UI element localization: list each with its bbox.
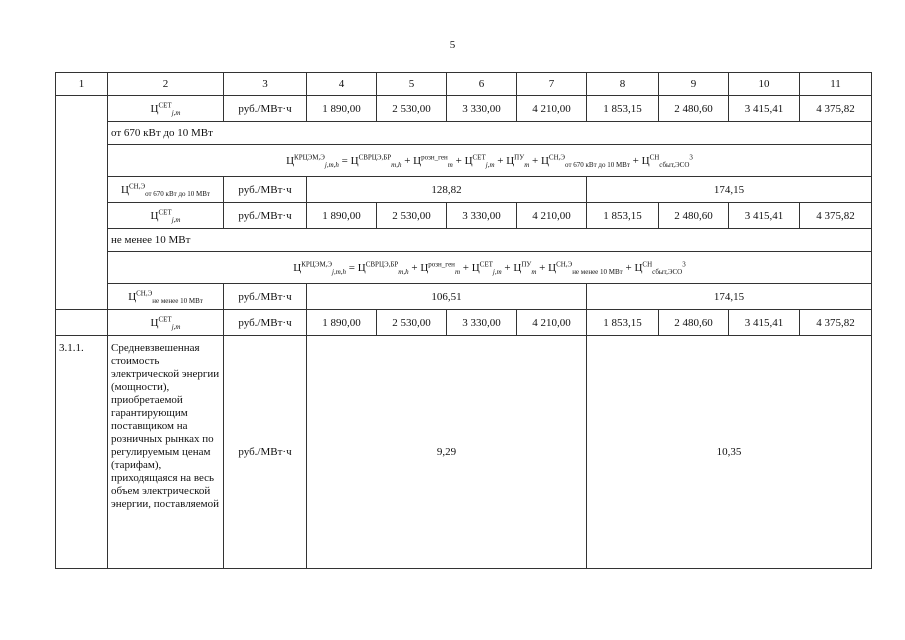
header-cell: 1	[56, 73, 108, 96]
tariff-table	[55, 72, 872, 569]
symbol-cell: $Ц^{СЕТ}_{j,m}$	[108, 310, 224, 336]
section-row	[56, 122, 872, 145]
header-cell: 8	[587, 73, 659, 96]
value-cell: 2 480,60	[659, 96, 729, 122]
table-row	[56, 203, 872, 229]
value-cell: 1 853,15	[587, 310, 659, 336]
unit-cell: руб./МВт·ч	[224, 284, 307, 310]
header-cell: 5	[377, 73, 447, 96]
header-cell: 3	[224, 73, 307, 96]
formula-670: $Ц^{КРЦЭМ,Э}_{j,m,h} = Ц^{СВРЦЭ,БР}_{m,h} + Ц^{розн\_ген}_m + Ц^{СЕТ}_{j,m} + Ц^{ПУ}_m + Ц^{СН,Э}_{от 670 кВт до 10 МВт} + Ц^{СН}_{сбыт,ЭСО}^3$	[108, 145, 872, 177]
table-row	[56, 284, 872, 310]
header-cell: 10	[729, 73, 800, 96]
row-number-cell-empty	[56, 310, 108, 336]
value-cell: 10,35	[587, 336, 872, 569]
formula-10: $Ц^{КРЦЭМ,Э}_{j,m,h} = Ц^{СВРЦЭ,БР}_{m,h} + Ц^{розн\_ген}_m + Ц^{СЕТ}_{j,m} + Ц^{ПУ}_m + Ц^{СН,Э}_{не менее 10 МВт} + Ц^{СН}_{сбыт,ЭСО}^3$	[108, 252, 872, 284]
row-number-cell-empty	[56, 96, 108, 310]
header-cell: 4	[307, 73, 377, 96]
header-cell: 11	[800, 73, 872, 96]
value-cell: 1 853,15	[587, 96, 659, 122]
value-cell: 9,29	[307, 336, 587, 569]
value-cell: 1 890,00	[307, 96, 377, 122]
value-cell: 3 415,41	[729, 203, 800, 229]
value-cell: 2 530,00	[377, 96, 447, 122]
section-row	[56, 229, 872, 252]
header-row	[56, 73, 872, 96]
page-number: 5	[449, 39, 456, 51]
header-cell: 2	[108, 73, 224, 96]
unit-cell: руб./МВт·ч	[224, 336, 307, 569]
header-cell: 7	[517, 73, 587, 96]
table-row	[56, 336, 872, 569]
unit-cell: руб./МВт·ч	[224, 310, 307, 336]
table-row	[56, 177, 872, 203]
value-cell: 128,82	[307, 177, 587, 203]
symbol-cell: $Ц^{СЕТ}_{j,m}$	[108, 203, 224, 229]
value-cell: 3 330,00	[447, 310, 517, 336]
value-cell: 4 210,00	[517, 310, 587, 336]
value-cell: 4 210,00	[517, 203, 587, 229]
unit-cell: руб./МВт·ч	[224, 96, 307, 122]
table-row	[56, 310, 872, 336]
header-cell: 9	[659, 73, 729, 96]
header-cell: 6	[447, 73, 517, 96]
table-row	[56, 96, 872, 122]
value-cell: 4 375,82	[800, 96, 872, 122]
formula-row	[56, 252, 872, 284]
value-cell: 1 890,00	[307, 203, 377, 229]
value-cell: 1 890,00	[307, 310, 377, 336]
symbol-cell: $Ц^{СЕТ}_{j,m}$	[108, 96, 224, 122]
value-cell: 3 330,00	[447, 96, 517, 122]
symbol-cell: $Ц^{СН,Э}_{от 670 кВт до 10 МВт}$	[108, 177, 224, 203]
item-number: 3.1.1.	[56, 336, 108, 569]
formula-row	[56, 145, 872, 177]
unit-cell: руб./МВт·ч	[224, 203, 307, 229]
value-cell: 3 415,41	[729, 310, 800, 336]
value-cell: 2 480,60	[659, 310, 729, 336]
value-cell: 174,15	[587, 284, 872, 310]
value-cell: 3 415,41	[729, 96, 800, 122]
value-cell: 174,15	[587, 177, 872, 203]
item-description: Средневзвешенная стоимость электрической энергии (мощности), приобретаемой гарантирующим поставщиком на розничных рынках по регулируемым ценам (тарифам), приходящаяся на весь объем электрической энергии, поставляемой	[108, 336, 224, 569]
value-cell: 4 210,00	[517, 96, 587, 122]
value-cell: 2 530,00	[377, 203, 447, 229]
value-cell: 2 480,60	[659, 203, 729, 229]
section-label: не менее 10 МВт	[108, 229, 872, 252]
value-cell: 4 375,82	[800, 203, 872, 229]
symbol-cell: $Ц^{СН,Э}_{не менее 10 МВт}$	[108, 284, 224, 310]
value-cell: 106,51	[307, 284, 587, 310]
value-cell: 2 530,00	[377, 310, 447, 336]
value-cell: 1 853,15	[587, 203, 659, 229]
value-cell: 3 330,00	[447, 203, 517, 229]
section-label: от 670 кВт до 10 МВт	[108, 122, 872, 145]
value-cell: 4 375,82	[800, 310, 872, 336]
unit-cell: руб./МВт·ч	[224, 177, 307, 203]
